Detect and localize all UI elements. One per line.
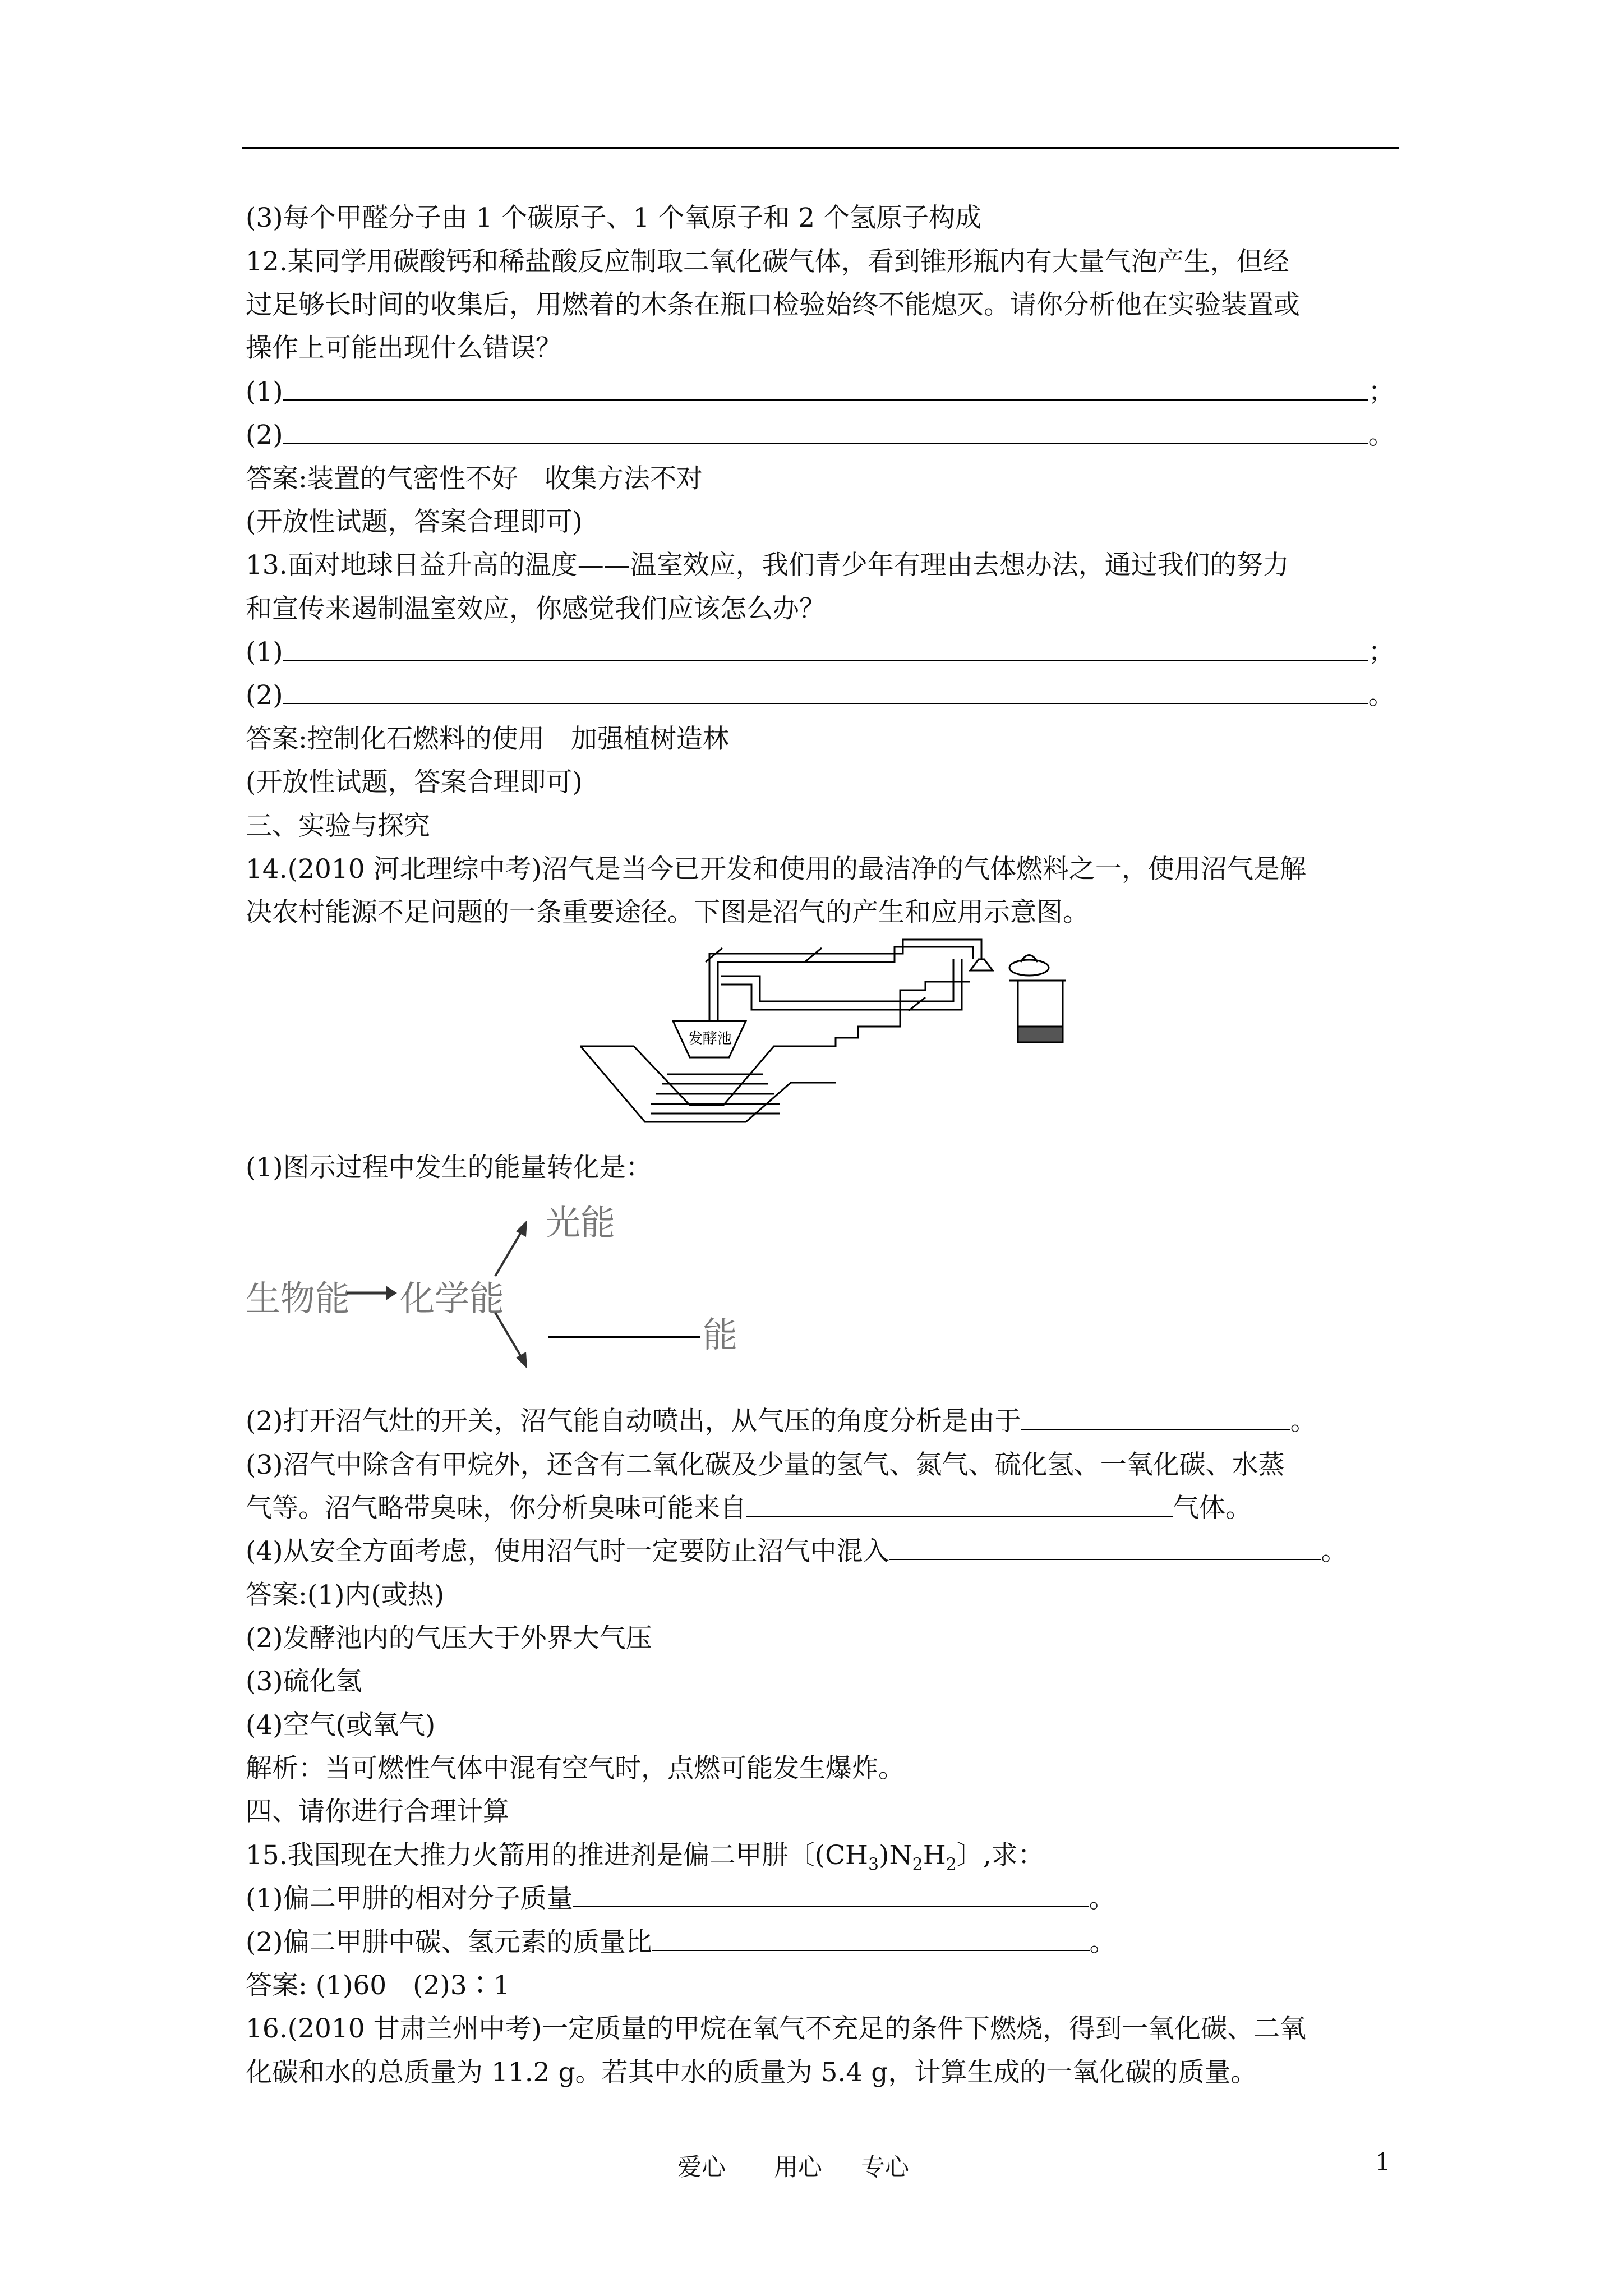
blank-prefix: 气等。沼气略带臭味，你分析臭味可能来自	[246, 1493, 746, 1524]
question-12-line: 12.某同学用碳酸钙和稀盐酸反应制取二氧化碳气体，看到锥形瓶内有大量气泡产生，但经	[246, 246, 1289, 277]
text-line: 过足够长时间的收集后，用燃着的木条在瓶口检验始终不能熄灭。请你分析他在实验装置或	[246, 289, 1300, 320]
note-text: (开放性试题，答案合理即可)	[246, 507, 583, 537]
footer-motto-3: 专心	[861, 2154, 909, 2182]
fill-blank[interactable]	[283, 420, 1368, 444]
blank-prefix: (1)	[246, 637, 283, 668]
answer-blank-line	[246, 1492, 1252, 1525]
answer-blank-line	[246, 376, 1395, 408]
blank-suffix: 气体。	[1173, 1493, 1252, 1524]
answer-blank-line	[246, 1926, 1116, 1959]
question-16-line: 16.(2010 甘肃兰州中考)一定质量的甲烷在氧气不充足的条件下燃烧，得到一氧化碳、二氧	[246, 2013, 1306, 2044]
section-heading: 四、请你进行合理计算	[246, 1796, 509, 1827]
analysis-text: 解析：当可燃性气体中混有空气时，点燃可能发生爆炸。	[246, 1753, 905, 1784]
formula-subscript: 2	[912, 1855, 923, 1875]
arrow-down-right-icon	[492, 1310, 532, 1372]
blank-suffix: 。	[1321, 1536, 1348, 1567]
fill-blank[interactable]	[889, 1536, 1321, 1560]
section-heading: 三、实验与探究	[246, 811, 430, 841]
blank-prefix: (2)	[246, 680, 283, 711]
fill-blank[interactable]	[1021, 1406, 1290, 1430]
footer-motto-2: 用心	[774, 2154, 822, 2182]
blank-suffix: 。	[1089, 1927, 1116, 1958]
text-line: (3)每个甲醛分子由 1 个碳原子、1 个氧原子和 2 个氢原子构成	[246, 203, 981, 233]
text-line: 决农村能源不足问题的一条重要途径。下图是沼气的产生和应用示意图。	[246, 897, 1089, 928]
blank-suffix: 。	[1089, 1883, 1115, 1914]
footer-motto-1: 爱心	[677, 2154, 726, 2182]
fill-blank[interactable]	[746, 1493, 1173, 1517]
text-line: 和宣传来遏制温室效应，你感觉我们应该怎么办？	[246, 593, 826, 624]
text-line: 操作上可能出现什么错误？	[246, 333, 562, 364]
fill-blank[interactable]	[652, 1927, 1090, 1951]
blank-prefix: (1)	[246, 376, 283, 407]
answer-text: (2)发酵池内的气压大于外界大气压	[246, 1623, 652, 1654]
answer-text: 答案:控制化石燃料的使用 加强植树造林	[246, 724, 729, 754]
formula-part: H	[923, 1840, 946, 1871]
answer-text: (4)空气(或氧气)	[246, 1710, 436, 1741]
energy-middle: 化学能	[400, 1278, 505, 1319]
arrow-right-icon	[347, 1279, 397, 1307]
blank-prefix: (1)偏二甲肼的相对分子质量	[246, 1883, 573, 1914]
energy-diagram	[246, 1195, 806, 1397]
arrow-up-right-icon	[492, 1217, 532, 1279]
formula-part: 15.我国现在大推力火箭用的推进剂是偏二甲肼〔(CH	[246, 1840, 869, 1871]
answer-text: (3)硫化氢	[246, 1666, 362, 1697]
pool-label: 发酵池	[688, 1030, 732, 1047]
answer-blank-line	[246, 679, 1395, 712]
energy-bottom-suffix: 能	[703, 1314, 738, 1355]
formula-part: 〕,求：	[956, 1840, 1044, 1871]
energy-blank[interactable]	[548, 1336, 700, 1338]
formula-subscript: 3	[868, 1855, 879, 1875]
blank-suffix: ；	[1368, 637, 1395, 668]
note-text: (开放性试题，答案合理即可)	[246, 767, 583, 798]
formula-subscript: 2	[946, 1855, 957, 1875]
answer-blank-line	[246, 1535, 1348, 1568]
question-13-line: 13.面对地球日益升高的温度——温室效应，我们青少年有理由去想办法，通过我们的努力	[246, 550, 1289, 581]
biogas-diagram	[578, 937, 1066, 1161]
header-rule	[242, 147, 1399, 149]
blank-suffix: 。	[1368, 680, 1395, 711]
answer-text: 答案:装置的气密性不好 收集方法不对	[246, 463, 703, 494]
question-15-line	[246, 1839, 1044, 1881]
blank-prefix: (2)	[246, 420, 283, 450]
sub-question: (1)图示过程中发生的能量转化是：	[246, 1152, 652, 1183]
blank-suffix: ；	[1368, 376, 1395, 407]
question-14-line: 14.(2010 河北理综中考)沼气是当今已开发和使用的最洁净的气体燃料之一，使用沼气是解	[246, 854, 1306, 885]
formula-part: )N	[879, 1840, 912, 1871]
blank-suffix: 。	[1368, 420, 1395, 450]
answer-blank-line	[246, 1883, 1115, 1915]
blank-suffix: 。	[1290, 1406, 1317, 1437]
text-line: (3)沼气中除含有甲烷外，还含有二氧化碳及少量的氢气、氮气、硫化氢、一氧化碳、水蒸	[246, 1450, 1285, 1480]
fill-blank[interactable]	[283, 377, 1368, 401]
fill-blank[interactable]	[283, 637, 1368, 661]
blank-prefix: (2)偏二甲肼中碳、氢元素的质量比	[246, 1927, 652, 1958]
page-number: 1	[1375, 2148, 1391, 2177]
answer-blank-line	[246, 1405, 1317, 1438]
energy-top: 光能	[546, 1202, 616, 1243]
answer-blank-line	[246, 419, 1395, 452]
answer-text: 答案: (1)60 (2)3∶1	[246, 1970, 510, 2001]
fill-blank[interactable]	[573, 1884, 1089, 1907]
fill-blank[interactable]	[283, 680, 1368, 704]
blank-prefix: (2)打开沼气灶的开关，沼气能自动喷出，从气压的角度分析是由于	[246, 1406, 1021, 1437]
text-line: 化碳和水的总质量为 11.2 g。若其中水的质量为 5.4 g，计算生成的一氧化碳的质量。	[246, 2057, 1257, 2088]
blank-prefix: (4)从安全方面考虑，使用沼气时一定要防止沼气中混入	[246, 1536, 889, 1567]
answer-blank-line	[246, 636, 1395, 669]
energy-source: 生物能	[246, 1278, 351, 1319]
answer-text: 答案:(1)内(或热)	[246, 1580, 445, 1611]
